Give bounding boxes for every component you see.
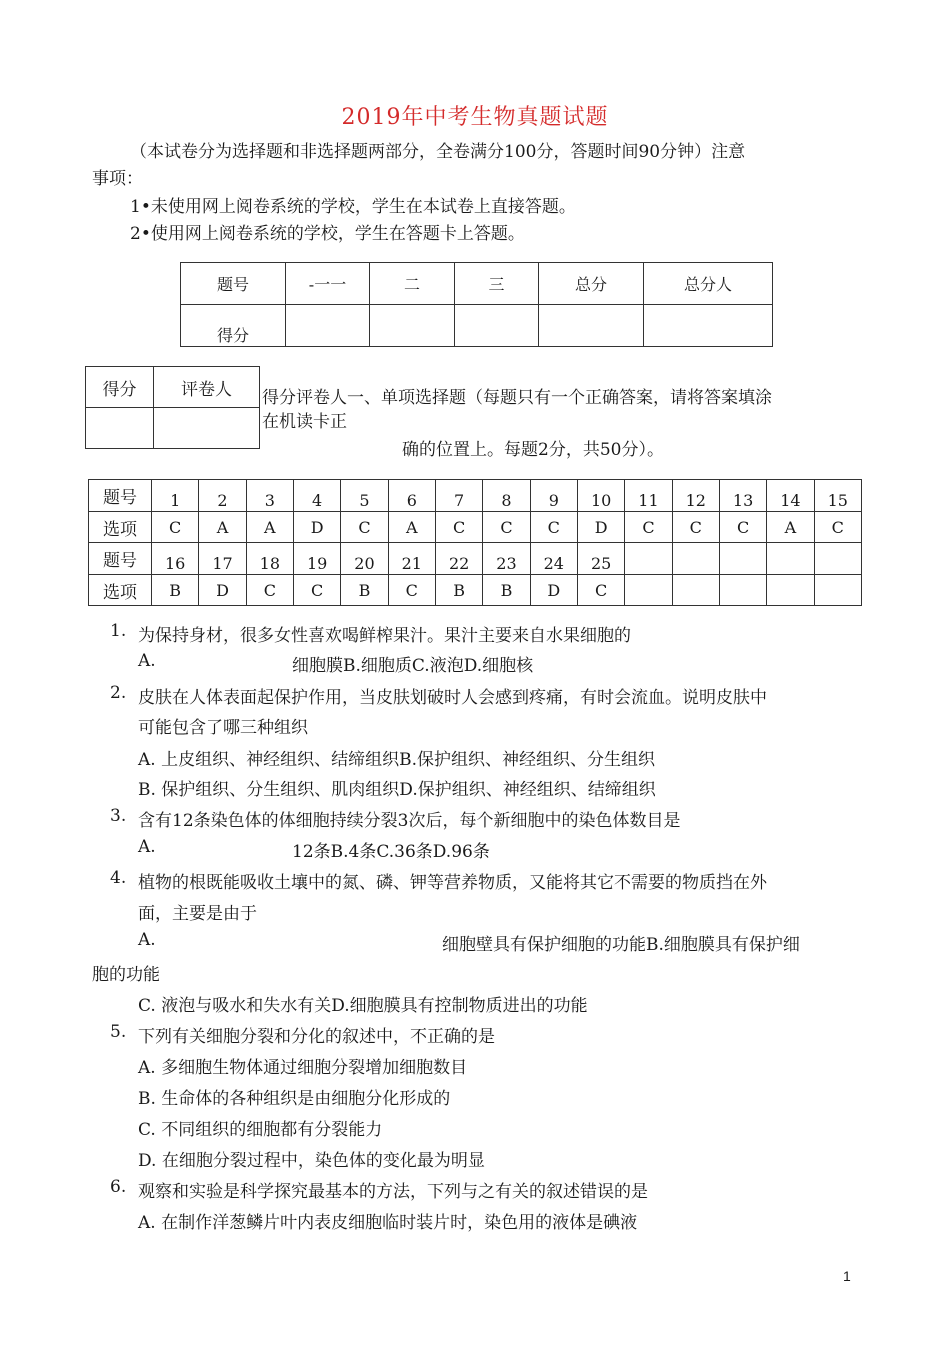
section-heading-line-1: 得分评卷人一、单项选择题（每题只有一个正确答案，请将答案填涂 <box>262 388 772 408</box>
answer-number-cell <box>814 543 861 575</box>
question-2-stem-line-2: 可能包含了哪三种组织 <box>138 718 308 738</box>
answer-choice-cell <box>767 575 814 606</box>
answer-number-cell <box>719 543 766 575</box>
answer-row-label: 选项 <box>89 512 152 543</box>
answer-number-cell: 19 <box>293 543 340 575</box>
answer-choice-cell <box>625 575 672 606</box>
answer-number-cell: 7 <box>435 480 482 512</box>
page-title: 2019年中考生物真题试题 <box>341 105 609 130</box>
note-2: 2•使用网上阅卷系统的学校，学生在答题卡上答题。 <box>130 224 525 244</box>
answer-number-cell: 9 <box>530 480 577 512</box>
answer-number-cell: 17 <box>199 543 246 575</box>
answer-choice-cell: C <box>388 575 435 606</box>
answer-number-cell: 22 <box>435 543 482 575</box>
question-number: 6. <box>110 1177 127 1197</box>
answer-choice-cell: C <box>293 575 340 606</box>
answer-choice-cell: C <box>625 512 672 543</box>
question-number: 5. <box>110 1022 127 1042</box>
question-2-options-line-2: B. 保护组织、分生组织、肌肉组织D.保护组织、神经组织、结缔组织 <box>138 780 656 800</box>
question-3-option-prefix: A. <box>138 837 156 857</box>
score-cell[interactable] <box>539 305 644 347</box>
grader-name-label: 评卷人 <box>154 367 260 408</box>
score-header-cell: 三 <box>455 263 539 305</box>
question-number: 2. <box>110 683 127 703</box>
answer-number-cell <box>672 543 719 575</box>
answer-choice-cell: C <box>577 575 624 606</box>
intro-line-2: 事项： <box>92 169 143 189</box>
score-table <box>180 262 773 347</box>
question-5-option-d: D. 在细胞分裂过程中，染色体的变化最为明显 <box>138 1151 485 1171</box>
question-4-options-line-1: 细胞壁具有保护细胞的功能B.细胞膜具有保护细 <box>442 935 800 955</box>
answer-number-cell: 14 <box>767 480 814 512</box>
answer-choice-cell: C <box>341 512 388 543</box>
answer-number-cell: 4 <box>293 480 340 512</box>
answer-choice-cell: C <box>814 512 861 543</box>
answer-number-cell: 25 <box>577 543 624 575</box>
answer-number-cell: 20 <box>341 543 388 575</box>
answer-choice-cell: D <box>199 575 246 606</box>
question-1-option-prefix: A. <box>138 651 156 671</box>
grader-score-label: 得分 <box>86 367 154 408</box>
answer-choice-cell: A <box>388 512 435 543</box>
score-table-header-row <box>181 263 773 305</box>
answer-choice-cell: B <box>152 575 199 606</box>
answer-choice-cell: B <box>435 575 482 606</box>
question-6-stem: 观察和实验是科学探究最基本的方法，下列与之有关的叙述错误的是 <box>138 1182 648 1202</box>
answer-choice-cell: C <box>530 512 577 543</box>
score-header-cell: 二 <box>370 263 455 305</box>
score-header-cell: 总分人 <box>644 263 773 305</box>
section-heading-line-3: 确的位置上。每题2分，共50分）。 <box>402 440 664 460</box>
question-6-option-a: A. 在制作洋葱鳞片叶内表皮细胞临时装片时，染色用的液体是碘液 <box>138 1213 638 1233</box>
question-3-options: 12条B.4条C.36条D.96条 <box>292 842 490 862</box>
answer-number-cell: 5 <box>341 480 388 512</box>
answer-number-cell: 3 <box>246 480 293 512</box>
question-4-options-line-1-cont: 胞的功能 <box>92 965 160 985</box>
question-4-stem-line-1: 植物的根既能吸收土壤中的氮、磷、钾等营养物质，又能将其它不需要的物质挡在外 <box>138 873 767 893</box>
question-4-stem-line-2: 面，主要是由于 <box>138 904 257 924</box>
score-table-value-row <box>181 305 773 347</box>
question-5-option-a: A. 多细胞生物体通过细胞分裂增加细胞数目 <box>138 1058 468 1078</box>
answer-choice-cell: A <box>199 512 246 543</box>
question-number: 3. <box>110 806 127 826</box>
question-5-option-c: C. 不同组织的细胞都有分裂能力 <box>138 1120 383 1140</box>
answer-choice-cell: B <box>341 575 388 606</box>
answer-choice-cell: C <box>672 512 719 543</box>
answer-number-cell: 18 <box>246 543 293 575</box>
question-5-option-b: B. 生命体的各种组织是由细胞分化形成的 <box>138 1089 451 1109</box>
score-cell[interactable] <box>455 305 539 347</box>
answer-number-cell: 1 <box>152 480 199 512</box>
question-2-options-line-1: A. 上皮组织、神经组织、结缔组织B.保护组织、神经组织、分生组织 <box>138 750 655 770</box>
question-1-stem: 为保持身材，很多女性喜欢喝鲜榨果汁。果汁主要来自水果细胞的 <box>138 626 631 646</box>
answer-choice-cell <box>814 575 861 606</box>
score-header-cell: -一一 <box>286 263 370 305</box>
answer-choice-cell: C <box>719 512 766 543</box>
question-4-option-prefix: A. <box>138 930 156 950</box>
answer-choice-cell: A <box>246 512 293 543</box>
answer-number-row <box>89 480 862 512</box>
intro-line-1: （本试卷分为选择题和非选择题两部分，全卷满分100分，答题时间90分钟）注意 <box>130 142 746 162</box>
question-1-options: 细胞膜B.细胞质C.液泡D.细胞核 <box>292 656 534 676</box>
answer-number-cell: 23 <box>483 543 530 575</box>
answer-number-cell: 13 <box>719 480 766 512</box>
answer-choice-cell: D <box>577 512 624 543</box>
score-cell[interactable] <box>286 305 370 347</box>
answer-choice-cell <box>719 575 766 606</box>
answer-number-cell: 2 <box>199 480 246 512</box>
note-1: 1•未使用网上阅卷系统的学校，学生在本试卷上直接答题。 <box>130 197 576 217</box>
question-4-options-line-2: C. 液泡与吸水和失水有关D.细胞膜具有控制物质进出的功能 <box>138 996 588 1016</box>
answer-choice-cell: B <box>483 575 530 606</box>
answer-row-label: 题号 <box>89 543 152 575</box>
score-cell[interactable] <box>644 305 773 347</box>
answer-number-cell: 6 <box>388 480 435 512</box>
section-heading-line-2: 在机读卡正 <box>262 412 347 432</box>
question-2-stem-line-1: 皮肤在人体表面起保护作用，当皮肤划破时人会感到疼痛，有时会流血。说明皮肤中 <box>138 688 767 708</box>
answer-choice-cell <box>672 575 719 606</box>
grader-name-cell[interactable] <box>154 408 260 449</box>
answer-number-cell: 21 <box>388 543 435 575</box>
answer-number-cell <box>767 543 814 575</box>
grader-score-cell[interactable] <box>86 408 154 449</box>
answer-choice-cell: C <box>435 512 482 543</box>
question-3-stem: 含有12条染色体的体细胞持续分裂3次后，每个新细胞中的染色体数目是 <box>138 811 681 831</box>
score-header-cell: 题号 <box>181 263 286 305</box>
answer-choice-cell: D <box>530 575 577 606</box>
answer-number-cell: 8 <box>483 480 530 512</box>
answer-choice-row <box>89 575 862 606</box>
answer-number-cell: 11 <box>625 480 672 512</box>
answer-number-cell: 10 <box>577 480 624 512</box>
grader-table <box>85 366 260 449</box>
answer-choice-cell: C <box>246 575 293 606</box>
answer-choice-cell: D <box>293 512 340 543</box>
page-number: 1 <box>843 1268 851 1284</box>
question-5-stem: 下列有关细胞分裂和分化的叙述中，不正确的是 <box>138 1027 495 1047</box>
score-cell[interactable] <box>370 305 455 347</box>
score-row-label: 得分 <box>181 305 286 347</box>
answer-table <box>88 479 862 606</box>
answer-number-row <box>89 543 862 575</box>
answer-choice-cell: C <box>483 512 530 543</box>
answer-number-cell: 16 <box>152 543 199 575</box>
answer-choice-row <box>89 512 862 543</box>
answer-row-label: 选项 <box>89 575 152 606</box>
question-number: 4. <box>110 868 127 888</box>
score-header-cell: 总分 <box>539 263 644 305</box>
answer-row-label: 题号 <box>89 480 152 512</box>
answer-choice-cell: C <box>152 512 199 543</box>
answer-number-cell: 15 <box>814 480 861 512</box>
answer-number-cell: 24 <box>530 543 577 575</box>
answer-choice-cell: A <box>767 512 814 543</box>
answer-number-cell: 12 <box>672 480 719 512</box>
question-number: 1. <box>110 621 127 641</box>
answer-number-cell <box>625 543 672 575</box>
